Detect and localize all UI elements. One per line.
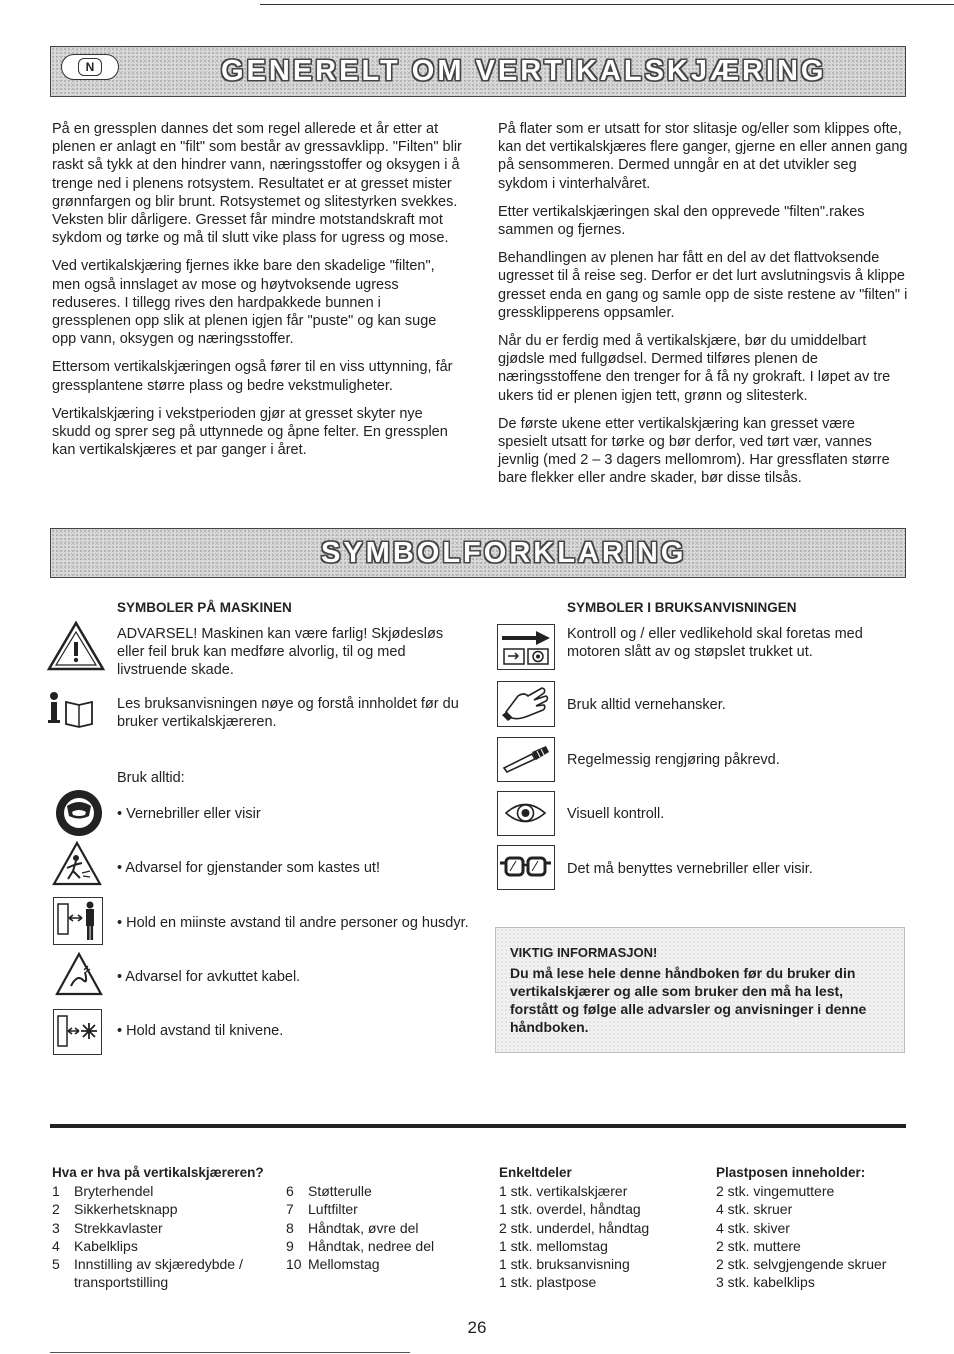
general-right-column — [498, 120, 908, 498]
top-rule — [260, 4, 954, 5]
list-item: 4 stk. skruer — [716, 1201, 793, 1218]
bag-heading: Plastposen inneholder: — [716, 1165, 866, 1180]
section-banner-general — [50, 46, 906, 97]
manual-item-unplug: Kontroll og / eller vedlikehold skal foretas med motoren slått av og støpslet trukket ut. — [567, 626, 863, 661]
parts-list-b — [286, 1182, 476, 1273]
keep-distance-blades-icon — [53, 1009, 102, 1055]
language-code: N — [78, 58, 102, 76]
list-item: 8 Håndtak, øvre del — [286, 1219, 419, 1236]
section-title-general: GENERELT OM VERTIKALSKJÆRING — [221, 55, 827, 87]
list-item: 2 stk. underdel, håndtag — [499, 1219, 650, 1236]
list-item: 9 Håndtak, nedree del — [286, 1237, 435, 1254]
paragraph: Når du er ferdig med å vertikalskjære, bør du umiddelbart gjødsle med fullgødsel. Dermed tilføres plenen de næringsstoffene den trenger for å få ny grokraft. I løpet av tre ukers tid er plenen igjen tett, grønn og slitesterk. — [498, 333, 891, 404]
list-item: 1 Bryterhendel — [52, 1183, 154, 1200]
list-item: 1 stk. vertikalskjærer — [499, 1183, 628, 1200]
manual-item-visual-check: Visuell kontroll. — [567, 806, 665, 822]
eye-inspection-icon — [497, 791, 555, 836]
list-item: 1 stk. bruksanvisning — [499, 1256, 630, 1273]
important-notice — [495, 927, 905, 1053]
list-item: 1 stk. mellomstag — [499, 1237, 608, 1254]
list-item: 2 stk. selvgjengende skruer — [716, 1256, 887, 1273]
symbol-item-blades: • Hold avstand til knivene. — [117, 1023, 284, 1039]
always-use-label: Bruk alltid: — [117, 770, 185, 786]
list-item: 6 Støtterulle — [286, 1183, 372, 1200]
list-item: 2 stk. vingemuttere — [716, 1183, 835, 1200]
goggles-visor-icon — [54, 788, 104, 838]
paragraph: Ved vertikalskjæring fjernes ikke bare den skadelige "filten", men også innslaget av mose og høytvoksende ugress reduseres. I tillegg rives den hardpakkede bunnen i gressplenen opp slik at plenen igjen får "puste" og kan suge opp vann, oksygen og næringsstoffer. — [52, 258, 437, 348]
language-badge — [61, 54, 119, 80]
bottom-rule — [50, 1352, 410, 1353]
list-item: 4 Kabelklips — [52, 1237, 138, 1254]
list-item: 1 stk. plastpose — [499, 1274, 597, 1291]
brush-cleaning-icon — [497, 737, 555, 782]
paragraph: På en gressplen dannes det som regel allerede et år etter at plenen er anlagt en "filt" som består av gressavklipp. "Filten" blir raskt så tykk at den hindrer vann, næringsstoffer og oksygen i å trenge ned i plenens rotsystem. Resultatet er at gresset mister grønnfargen og blir brunt. Rotsystemet og slitestyrken svekkes. Veksten blir dårligere. Gresset får mindre motstandskraft mot sykdom og tørke og må til slutt vike plass for ugress og mose. — [52, 121, 462, 247]
list-item: 1 stk. overdel, håndtag — [499, 1201, 641, 1218]
paragraph: Etter vertikalskjæringen skal den opprevede "filten".rakes sammen og fjernes. — [498, 203, 865, 239]
parts-heading: Hva er hva på vertikalskjæreren? — [52, 1165, 264, 1180]
list-item: 7 Luftfilter — [286, 1201, 358, 1218]
general-left-column — [52, 120, 462, 469]
list-item: 2 stk. muttere — [716, 1237, 801, 1254]
paragraph: Behandlingen av plenen har fått en del av det flattvoksende ugresset til å reise seg. Derfor er det lurt avslutningsvis å klippe gresset enda en gang og samle opp de siste restene av "filten" i gressklipperens oppsamler. — [498, 250, 908, 321]
parts-list-a — [52, 1182, 262, 1291]
list-item: 5 Innstilling av skjæredybde / transportstilling — [52, 1256, 243, 1291]
cut-cable-warning-icon — [55, 952, 103, 996]
warning-text: ADVARSEL! Maskinen kan være farlig! Skjødesløs eller feil bruk kan medføre alvorlig, til og med livstruende skade. — [117, 626, 444, 679]
bag-contents-section — [716, 1164, 916, 1291]
unplug-before-service-icon — [497, 624, 555, 670]
read-manual-text: Les bruksanvisningen nøye og forstå innholdet før du bruker vertikalskjæreren. — [117, 696, 459, 731]
list-item: 3 Strekkavlaster — [52, 1219, 163, 1236]
read-manual-icon — [46, 690, 96, 730]
list-item: 2 Sikkerhetsknapp — [52, 1201, 178, 1218]
single-parts-heading: Enkeltdeler — [499, 1165, 572, 1180]
section-divider — [50, 1124, 906, 1128]
parts-section — [52, 1164, 472, 1291]
machine-symbols-heading: SYMBOLER PÅ MASKINEN — [117, 600, 292, 615]
keep-distance-persons-icon — [53, 897, 103, 945]
goggles-icon — [497, 845, 555, 890]
symbol-item-keep-distance: • Hold en miinste avstand til andre personer og husdyr. — [117, 915, 469, 931]
page-number: 26 — [467, 1318, 487, 1337]
warning-triangle-icon — [46, 620, 106, 672]
symbol-item-thrown-objects: • Advarsel for gjenstander som kastes ut! — [117, 860, 380, 876]
list-item: 3 stk. kabelklips — [716, 1274, 815, 1291]
symbol-item-goggles: • Vernebriller eller visir — [117, 806, 261, 822]
gloves-icon — [497, 681, 555, 727]
notice-text: Du må lese hele denne håndboken før du bruker din vertikalskjærer og alle som bruker den må ha lest, forstått og følge alle advarsler og anvisninger i denne håndboken. — [510, 965, 867, 1035]
thrown-objects-warning-icon — [52, 841, 102, 886]
section-banner-symbols — [50, 528, 906, 578]
manual-item-gloves: Bruk alltid vernehansker. — [567, 697, 726, 713]
manual-item-cleaning: Regelmessig rengjøring påkrevd. — [567, 752, 780, 768]
notice-title: VIKTIG INFORMASJON! — [510, 945, 658, 960]
manual-item-goggles: Det må benyttes vernebriller eller visir. — [567, 861, 813, 877]
list-item: 10 Mellomstag — [286, 1256, 380, 1273]
list-item: 4 stk. skiver — [716, 1219, 790, 1236]
paragraph: Ettersom vertikalskjæringen også fører til en viss uttynning, får gressplantene større plass og bedre vekstmuligheter. — [52, 359, 453, 394]
paragraph: De første ukene etter vertikalskjæring kan gresset være spesielt utsatt for tørke og bør derfor, ved tørt vær, vannes jevnlig (med 2 – 3 dagers mellomrom). Har gressflaten større bare flekker eller andre skader, bør disse tilsås. — [498, 415, 890, 487]
section-title-symbols: SYMBOLFORKLARING — [321, 536, 687, 569]
paragraph: Vertikalskjæring i vekstperioden gjør at gresset skyter nye skudd og sprer seg på uttynnede og åpne felter. En gressplen kan vertikalskjæres et par ganger i året. — [52, 405, 448, 459]
manual-symbols-heading: SYMBOLER I BRUKSANVISNINGEN — [567, 600, 797, 615]
paragraph: På flater som er utsatt for stor slitasje og/eller som klippes ofte, kan det vertikalskjæres flere ganger, gjerne en eller annen gang på sensommeren. Dermed unngår en at det utvikler seg sykdom i vinterhalvåret. — [498, 121, 908, 192]
symbol-item-cut-cable: • Advarsel for avkuttet kabel. — [117, 969, 301, 985]
single-parts-section — [499, 1164, 699, 1291]
